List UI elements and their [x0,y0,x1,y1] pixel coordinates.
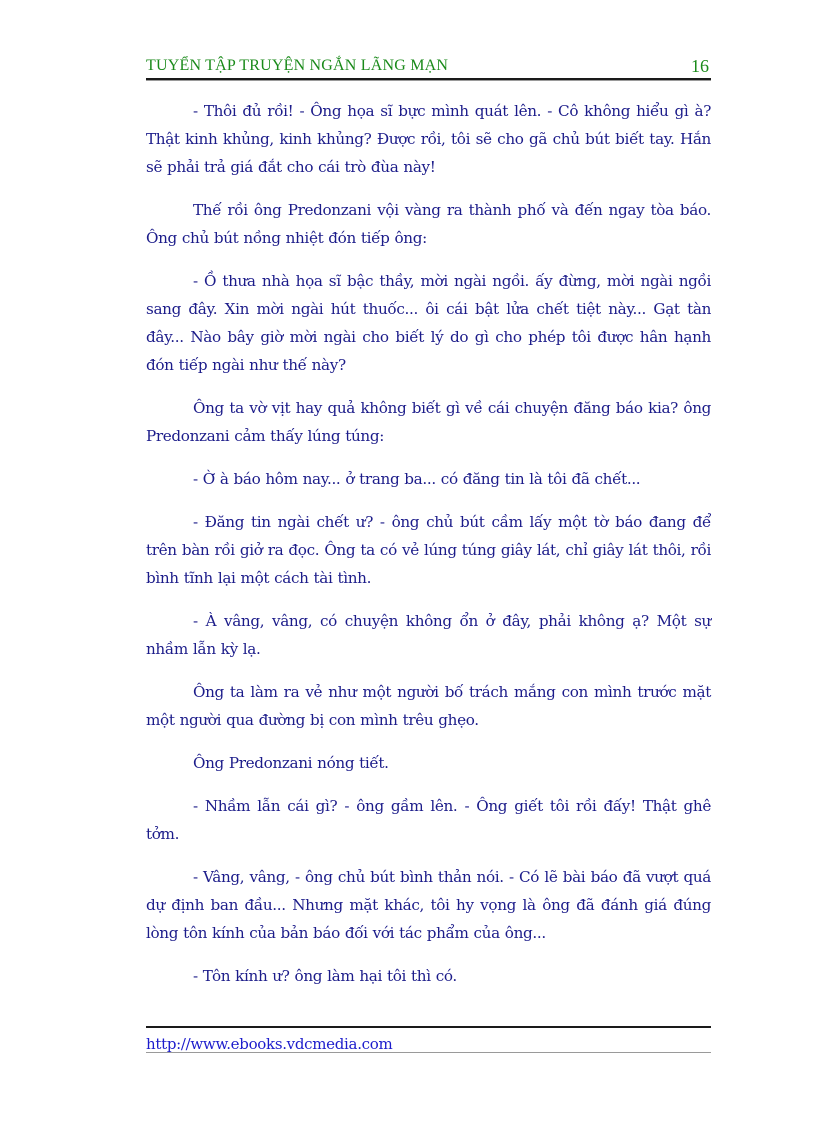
paragraph: - Đăng tin ngài chết ư? - ông chủ bút cầm lấy một tờ báo đang để trên bàn rồi giở ra đọc. Ông ta có vẻ lúng túng giây lát, chỉ giây lát thôi, rồi bình tĩnh lại một cách tài tình. [146,513,711,587]
page-number: 16 [691,56,709,76]
paragraph: - Thôi đủ rồi! - Ông họa sĩ bực mình quát lên. - Cô không hiểu gì à? Thật kinh khủng, kinh khủng? Được rồi, tôi sẽ cho gã chủ bút biết tay. Hắn sẽ phải trả giá đắt cho cái trò đùa này! [146,102,711,176]
paragraph: Thế rồi ông Predonzani vội vàng ra thành phố và đến ngay tòa báo. Ông chủ bút nồng nhiệt đón tiếp ông: [146,201,711,247]
paragraph: - Ồ thưa nhà họa sĩ bậc thầy, mời ngài ngồi. ấy đừng, mời ngài ngồi sang đây. Xin mời ngài hút thuốc... ôi cái bật lửa chết tiệt này... Gạt tàn đây... Nào bây giờ mời ngài cho biết lý do gì cho phép tôi được hân hạnh đón tiếp ngài như thế này? [146,272,711,374]
footer-website-link[interactable]: http://www.ebooks.vdcmedia.com [146,1035,393,1053]
page-header [146,50,711,80]
paragraph: - Vâng, vâng, - ông chủ bút bình thản nói. - Có lẽ bài báo đã vượt quá dự định ban đầu... Nhưng mặt khác, tôi hy vọng là ông đã đánh giá đúng lòng tôn kính của bản báo đối với tác phẩm của ông... [146,868,711,942]
paragraph: Ông ta làm ra vẻ như một người bố trách mắng con mình trước mặt một người qua đường bị con mình trêu ghẹo. [146,683,711,729]
page-footer [146,1026,711,1053]
paragraph: - Nhầm lẫn cái gì? - ông gầm lên. - Ông giết tôi rồi đấy! Thật ghê tởm. [146,797,711,843]
book-title: TUYỂN TẬP TRUYỆN NGẮN LÃNG MẠN [146,57,449,74]
page-body [146,97,711,1005]
paragraph: - Tôn kính ư? ông làm hại tôi thì có. [193,967,457,985]
paragraph: Ông Predonzani nóng tiết. [193,754,389,772]
paragraph: - Ờ à báo hôm nay... ở trang ba... có đăng tin là tôi đã chết... [193,470,641,488]
paragraph: Ông ta vờ vịt hay quả không biết gì về cái chuyện đăng báo kia? ông Predonzani cảm thấy lúng túng: [146,399,711,445]
paragraph: - À vâng, vâng, có chuyện không ổn ở đây, phải không ạ? Một sự nhầm lẫn kỳ lạ. [146,612,711,658]
